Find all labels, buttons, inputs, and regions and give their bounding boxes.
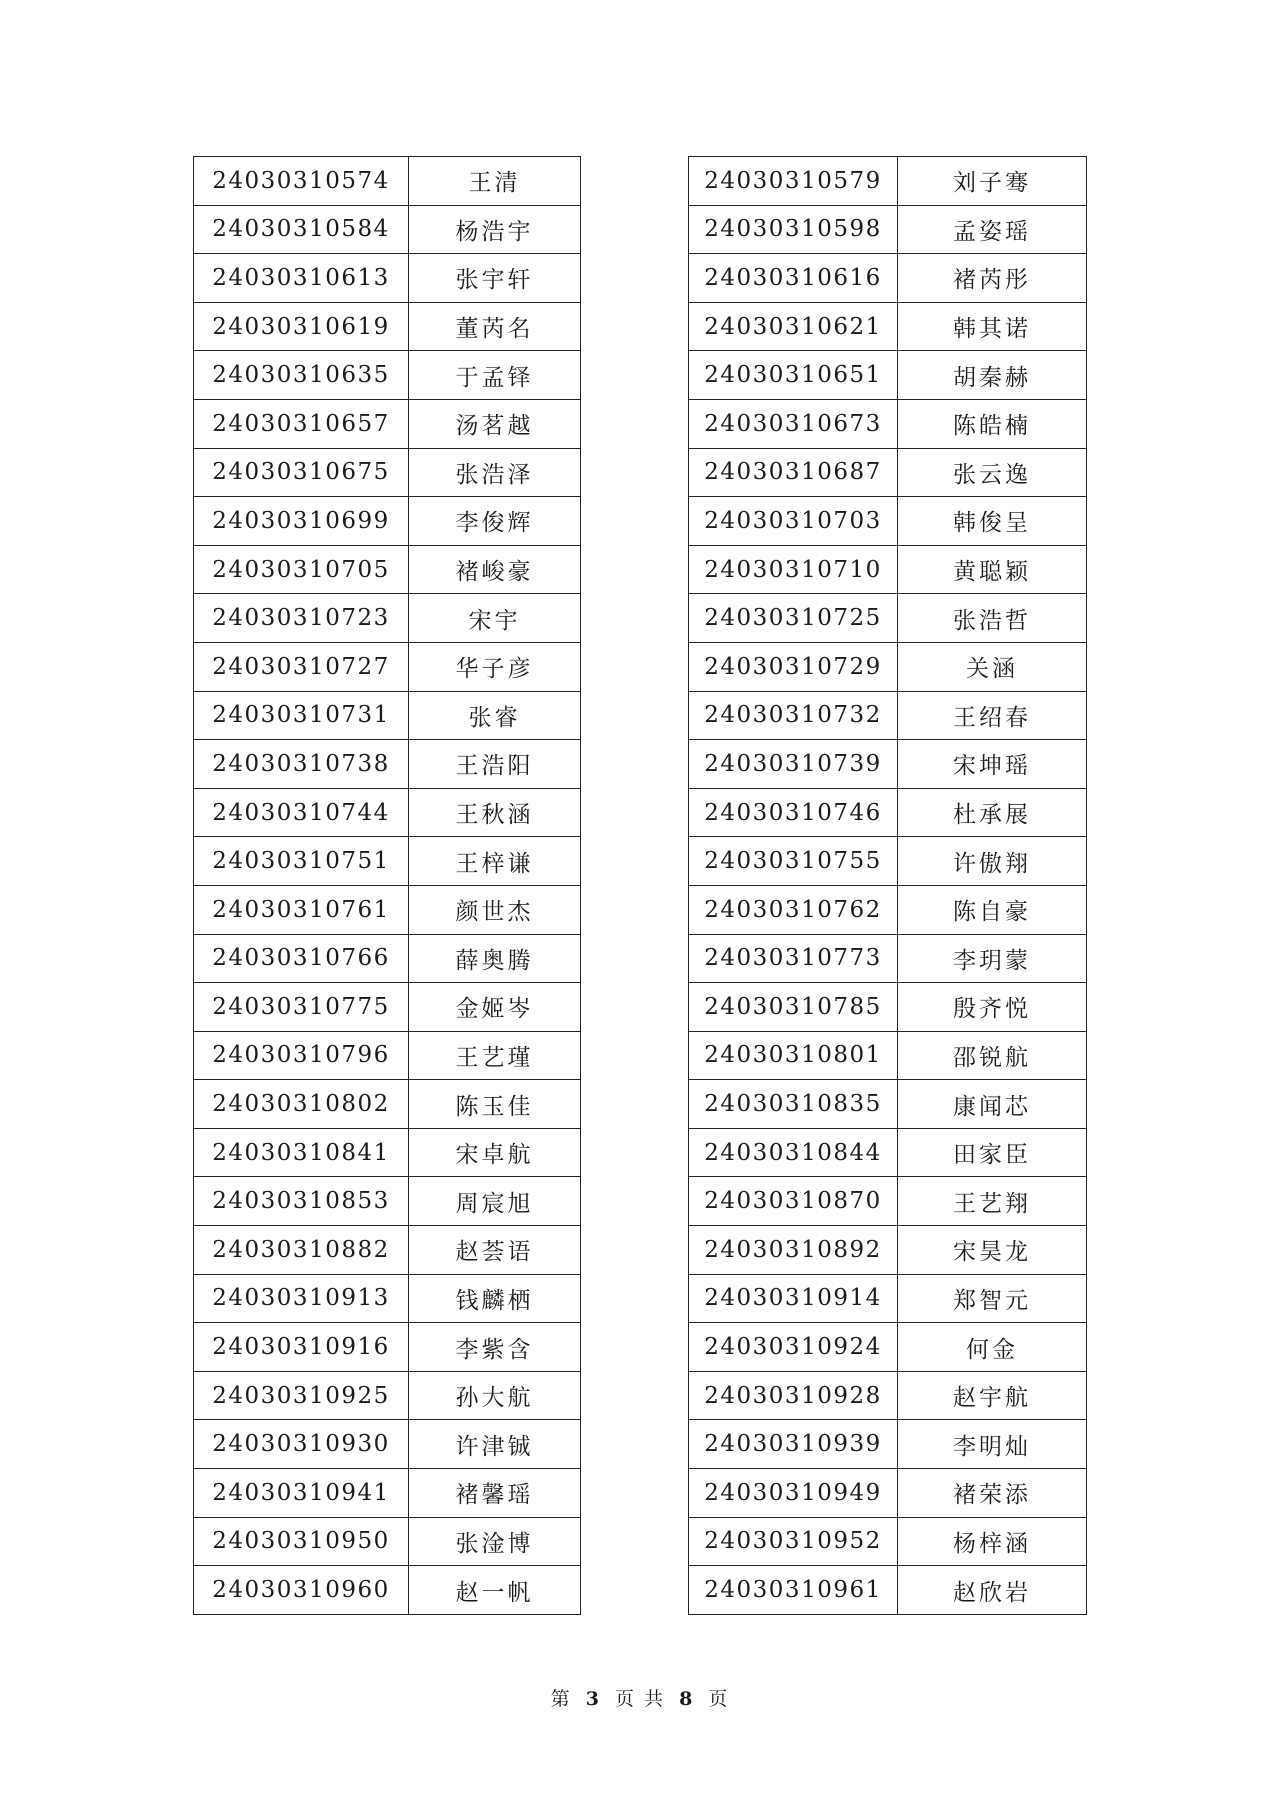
student-name-cell: 韩俊呈 (898, 497, 1087, 546)
student-id-cell: 24030310705 (194, 545, 409, 594)
table-row (194, 642, 581, 691)
student-name-cell: 王艺翔 (898, 1177, 1087, 1226)
student-id-cell: 24030310727 (194, 642, 409, 691)
table-row (689, 1080, 1087, 1129)
student-id-cell: 24030310732 (689, 691, 898, 740)
table-row (689, 497, 1087, 546)
student-id-cell: 24030310796 (194, 1031, 409, 1080)
table-row (689, 1226, 1087, 1275)
student-id-cell: 24030310746 (689, 788, 898, 837)
student-name-cell: 赵欣岩 (898, 1566, 1087, 1615)
student-id-cell: 24030310584 (194, 205, 409, 254)
student-name-cell: 褚芮彤 (898, 254, 1087, 303)
student-name-cell: 韩其诺 (898, 302, 1087, 351)
student-name-cell: 杨浩宇 (409, 205, 581, 254)
table-row (194, 837, 581, 886)
footer-prefix: 第 (550, 1688, 572, 1710)
student-id-cell: 24030310755 (689, 837, 898, 886)
table-row (689, 157, 1087, 206)
student-name-cell: 华子彦 (409, 642, 581, 691)
student-id-cell: 24030310635 (194, 351, 409, 400)
student-id-cell: 24030310939 (689, 1420, 898, 1469)
student-name-cell: 李玥蒙 (898, 934, 1087, 983)
student-id-cell: 24030310657 (194, 399, 409, 448)
student-name-cell: 康闻芯 (898, 1080, 1087, 1129)
student-name-cell: 李俊辉 (409, 497, 581, 546)
table-row (689, 983, 1087, 1032)
table-row (194, 497, 581, 546)
student-name-cell: 褚峻豪 (409, 545, 581, 594)
student-id-cell: 24030310914 (689, 1274, 898, 1323)
student-name-cell: 李紫含 (409, 1323, 581, 1372)
student-id-cell: 24030310925 (194, 1371, 409, 1420)
student-name-cell: 张睿 (409, 691, 581, 740)
student-id-cell: 24030310621 (689, 302, 898, 351)
student-id-cell: 24030310762 (689, 885, 898, 934)
student-id-cell: 24030310744 (194, 788, 409, 837)
student-id-cell: 24030310579 (689, 157, 898, 206)
student-id-cell: 24030310960 (194, 1566, 409, 1615)
table-row (689, 740, 1087, 789)
student-name-cell: 王艺瑾 (409, 1031, 581, 1080)
table-row (689, 1469, 1087, 1518)
table-row (194, 448, 581, 497)
table-row (194, 545, 581, 594)
table-row (689, 788, 1087, 837)
table-row (194, 1226, 581, 1275)
student-id-cell: 24030310699 (194, 497, 409, 546)
table-row (194, 399, 581, 448)
table-row (194, 1420, 581, 1469)
student-name-cell: 王秋涵 (409, 788, 581, 837)
student-name-cell: 许津铖 (409, 1420, 581, 1469)
student-name-cell: 王梓谦 (409, 837, 581, 886)
table-row (194, 788, 581, 837)
table-row (194, 983, 581, 1032)
student-id-cell: 24030310892 (689, 1226, 898, 1275)
student-id-cell: 24030310619 (194, 302, 409, 351)
student-name-cell: 张云逸 (898, 448, 1087, 497)
table-row (689, 594, 1087, 643)
roster-table-left-body (194, 157, 581, 1615)
student-id-cell: 24030310835 (689, 1080, 898, 1129)
student-name-cell: 薛奥腾 (409, 934, 581, 983)
table-row (194, 1031, 581, 1080)
student-name-cell: 褚荣添 (898, 1469, 1087, 1518)
student-id-cell: 24030310844 (689, 1128, 898, 1177)
table-row (689, 642, 1087, 691)
table-row (689, 448, 1087, 497)
table-row (689, 934, 1087, 983)
table-row (689, 254, 1087, 303)
student-id-cell: 24030310913 (194, 1274, 409, 1323)
table-row (194, 1128, 581, 1177)
table-row (689, 1274, 1087, 1323)
student-id-cell: 24030310841 (194, 1128, 409, 1177)
student-name-cell: 董芮名 (409, 302, 581, 351)
table-row (194, 691, 581, 740)
student-id-cell: 24030310952 (689, 1517, 898, 1566)
student-name-cell: 刘子骞 (898, 157, 1087, 206)
roster-table-left (193, 156, 581, 1615)
student-id-cell: 24030310729 (689, 642, 898, 691)
student-name-cell: 张浩泽 (409, 448, 581, 497)
student-name-cell: 何金 (898, 1323, 1087, 1372)
table-row (689, 1517, 1087, 1566)
student-id-cell: 24030310723 (194, 594, 409, 643)
table-row (689, 351, 1087, 400)
table-row (194, 1177, 581, 1226)
student-id-cell: 24030310773 (689, 934, 898, 983)
student-id-cell: 24030310710 (689, 545, 898, 594)
student-id-cell: 24030310673 (689, 399, 898, 448)
table-row (194, 885, 581, 934)
student-id-cell: 24030310675 (194, 448, 409, 497)
table-row (689, 399, 1087, 448)
student-id-cell: 24030310802 (194, 1080, 409, 1129)
student-id-cell: 24030310613 (194, 254, 409, 303)
student-name-cell: 赵一帆 (409, 1566, 581, 1615)
footer-suffix: 页 (708, 1688, 730, 1710)
student-id-cell: 24030310738 (194, 740, 409, 789)
student-id-cell: 24030310751 (194, 837, 409, 886)
table-row (194, 1080, 581, 1129)
student-id-cell: 24030310870 (689, 1177, 898, 1226)
student-name-cell: 郑智元 (898, 1274, 1087, 1323)
student-name-cell: 颜世杰 (409, 885, 581, 934)
student-name-cell: 于孟铎 (409, 351, 581, 400)
student-name-cell: 褚馨瑶 (409, 1469, 581, 1518)
table-row (194, 157, 581, 206)
roster-table-right-body (689, 157, 1087, 1615)
table-row (194, 254, 581, 303)
student-id-cell: 24030310775 (194, 983, 409, 1032)
student-id-cell: 24030310731 (194, 691, 409, 740)
student-id-cell: 24030310882 (194, 1226, 409, 1275)
student-id-cell: 24030310853 (194, 1177, 409, 1226)
student-name-cell: 陈皓楠 (898, 399, 1087, 448)
table-row (689, 205, 1087, 254)
table-row (194, 1371, 581, 1420)
student-id-cell: 24030310766 (194, 934, 409, 983)
student-id-cell: 24030310941 (194, 1469, 409, 1518)
table-row (194, 1323, 581, 1372)
student-name-cell: 杜承展 (898, 788, 1087, 837)
student-name-cell: 赵宇航 (898, 1371, 1087, 1420)
student-id-cell: 24030310801 (689, 1031, 898, 1080)
table-row (194, 1469, 581, 1518)
student-name-cell: 张浩哲 (898, 594, 1087, 643)
student-name-cell: 张宇轩 (409, 254, 581, 303)
table-row (194, 1566, 581, 1615)
table-row (194, 934, 581, 983)
student-name-cell: 田家臣 (898, 1128, 1087, 1177)
table-row (689, 691, 1087, 740)
student-id-cell: 24030310616 (689, 254, 898, 303)
table-row (689, 837, 1087, 886)
student-id-cell: 24030310930 (194, 1420, 409, 1469)
table-row (689, 545, 1087, 594)
student-name-cell: 宋宇 (409, 594, 581, 643)
student-name-cell: 钱麟栖 (409, 1274, 581, 1323)
student-id-cell: 24030310950 (194, 1517, 409, 1566)
student-name-cell: 黄聪颖 (898, 545, 1087, 594)
table-row (689, 1371, 1087, 1420)
table-row (194, 1517, 581, 1566)
student-id-cell: 24030310703 (689, 497, 898, 546)
student-id-cell: 24030310924 (689, 1323, 898, 1372)
student-name-cell: 赵荟语 (409, 1226, 581, 1275)
student-name-cell: 王清 (409, 157, 581, 206)
student-name-cell: 汤茗越 (409, 399, 581, 448)
footer-middle: 页 共 (614, 1688, 666, 1710)
current-page-number: 3 (585, 1688, 601, 1710)
student-id-cell: 24030310598 (689, 205, 898, 254)
student-id-cell: 24030310651 (689, 351, 898, 400)
student-name-cell: 邵锐航 (898, 1031, 1087, 1080)
table-row (689, 1128, 1087, 1177)
student-id-cell: 24030310574 (194, 157, 409, 206)
total-pages-number: 8 (679, 1688, 695, 1710)
student-name-cell: 关涵 (898, 642, 1087, 691)
table-row (194, 351, 581, 400)
table-row (194, 594, 581, 643)
student-name-cell: 宋昊龙 (898, 1226, 1087, 1275)
student-name-cell: 许傲翔 (898, 837, 1087, 886)
student-id-cell: 24030310725 (689, 594, 898, 643)
table-row (689, 302, 1087, 351)
student-id-cell: 24030310949 (689, 1469, 898, 1518)
table-row (689, 1177, 1087, 1226)
student-name-cell: 金姬岑 (409, 983, 581, 1032)
student-name-cell: 宋卓航 (409, 1128, 581, 1177)
student-name-cell: 王浩阳 (409, 740, 581, 789)
student-id-cell: 24030310785 (689, 983, 898, 1032)
student-name-cell: 孙大航 (409, 1371, 581, 1420)
student-name-cell: 张淦博 (409, 1517, 581, 1566)
table-row (194, 205, 581, 254)
student-id-cell: 24030310916 (194, 1323, 409, 1372)
student-id-cell: 24030310961 (689, 1566, 898, 1615)
student-name-cell: 周宸旭 (409, 1177, 581, 1226)
student-name-cell: 王绍春 (898, 691, 1087, 740)
table-row (689, 1420, 1087, 1469)
student-id-cell: 24030310739 (689, 740, 898, 789)
table-row (689, 1323, 1087, 1372)
student-name-cell: 陈自豪 (898, 885, 1087, 934)
roster-table-right (688, 156, 1087, 1615)
student-id-cell: 24030310761 (194, 885, 409, 934)
student-name-cell: 孟姿瑶 (898, 205, 1087, 254)
table-row (689, 1031, 1087, 1080)
page-footer (0, 1684, 1280, 1711)
table-row (194, 302, 581, 351)
student-name-cell: 胡秦赫 (898, 351, 1087, 400)
table-row (689, 1566, 1087, 1615)
student-name-cell: 杨梓涵 (898, 1517, 1087, 1566)
student-id-cell: 24030310687 (689, 448, 898, 497)
student-name-cell: 李明灿 (898, 1420, 1087, 1469)
table-row (689, 885, 1087, 934)
student-name-cell: 殷齐悦 (898, 983, 1087, 1032)
student-name-cell: 宋坤瑶 (898, 740, 1087, 789)
table-row (194, 740, 581, 789)
table-row (194, 1274, 581, 1323)
student-id-cell: 24030310928 (689, 1371, 898, 1420)
student-name-cell: 陈玉佳 (409, 1080, 581, 1129)
